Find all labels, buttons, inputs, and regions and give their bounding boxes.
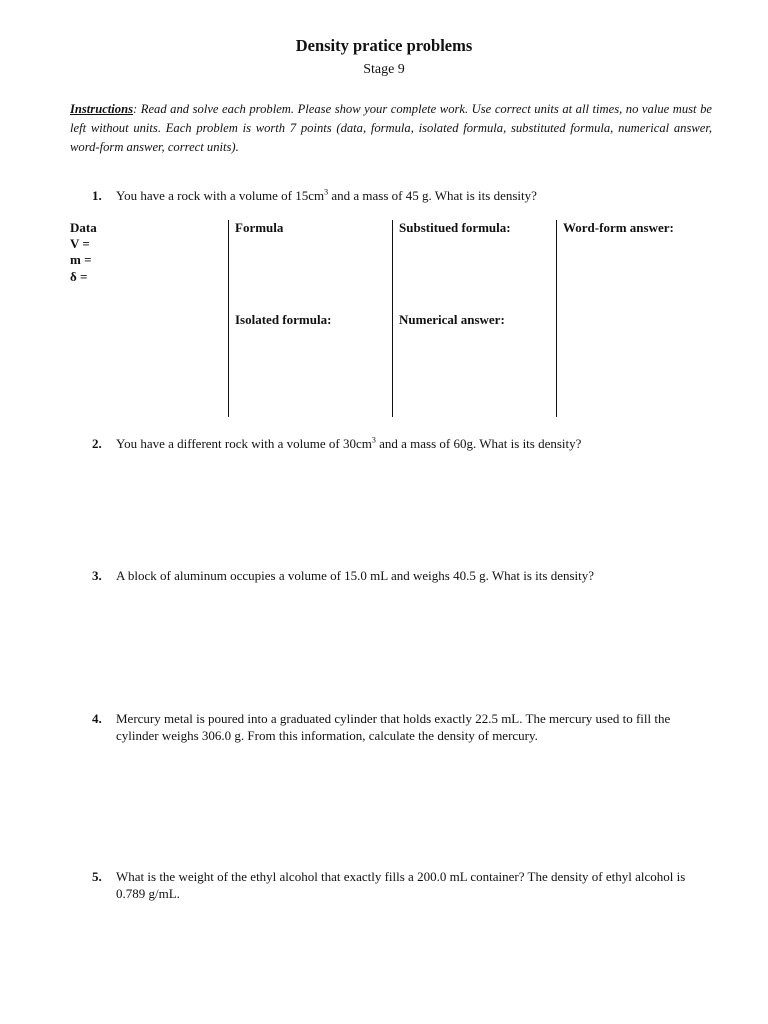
problem-5 xyxy=(92,868,712,902)
grid-data-heading: Data xyxy=(70,220,97,235)
problem-text-part: You have a different rock with a volume of 30cm xyxy=(116,436,372,451)
instructions-paragraph xyxy=(70,100,712,157)
instructions-colon: : xyxy=(133,102,138,116)
problem-1 xyxy=(92,187,712,204)
problem-number: 5. xyxy=(92,869,102,884)
page-subtitle: Stage 9 xyxy=(363,62,405,77)
superscript: 3 xyxy=(371,435,376,445)
problem-text-part: You have a rock with a volume of 15cm xyxy=(116,188,325,203)
problem-text xyxy=(116,187,712,204)
problem-text: What is the weight of the ethyl alcohol that exactly fills a 200.0 mL container? The density of ethyl alcohol is 0.789 g/mL. xyxy=(116,869,686,901)
problem-text: A block of aluminum occupies a volume of 15.0 mL and weighs 40.5 g. What is its density? xyxy=(116,568,595,583)
page-title: Density pratice problems xyxy=(295,36,473,55)
problem-2 xyxy=(92,435,712,452)
problem-number: 4. xyxy=(92,711,102,726)
instructions-text: Read and solve each problem. Please show your complete work. Use correct units at all times, no value must be left without units. Each problem is worth 7 points (data, formula, isolated formula, substituted formula, numerical answer, word-form answer, correct units). xyxy=(70,102,712,154)
problem-text-part: and a mass of 45 g. What is its density? xyxy=(328,188,537,203)
problem-text xyxy=(116,435,712,452)
superscript: 3 xyxy=(324,187,329,197)
problem-number: 2. xyxy=(92,436,102,451)
grid-formula-heading: Formula xyxy=(235,220,284,235)
problem-text: Mercury metal is poured into a graduated cylinder that holds exactly 22.5 mL. The mercury used to fill the cylinder weighs 306.0 g. From this information, calculate the density of mercury. xyxy=(116,711,671,743)
data-line-density: δ = xyxy=(70,269,88,284)
grid-word-form-answer-heading: Word-form answer: xyxy=(563,220,674,235)
grid-substituted-formula-heading: Substitued formula: xyxy=(399,220,511,235)
problem-4 xyxy=(92,710,712,744)
grid-divider xyxy=(392,220,393,417)
grid-isolated-formula-heading: Isolated formula: xyxy=(235,312,332,327)
problem-number: 3. xyxy=(92,568,102,583)
problem-text-part: and a mass of 60g. What is its density? xyxy=(375,436,582,451)
data-line-mass: m = xyxy=(70,252,92,267)
grid-divider xyxy=(556,220,557,417)
grid-numerical-answer-heading: Numerical answer: xyxy=(399,312,505,327)
problem-number: 1. xyxy=(92,188,102,203)
instructions-label: Instructions xyxy=(70,102,133,116)
data-line-volume: V = xyxy=(70,236,90,251)
problem-3 xyxy=(92,567,712,584)
grid-divider xyxy=(228,220,229,417)
